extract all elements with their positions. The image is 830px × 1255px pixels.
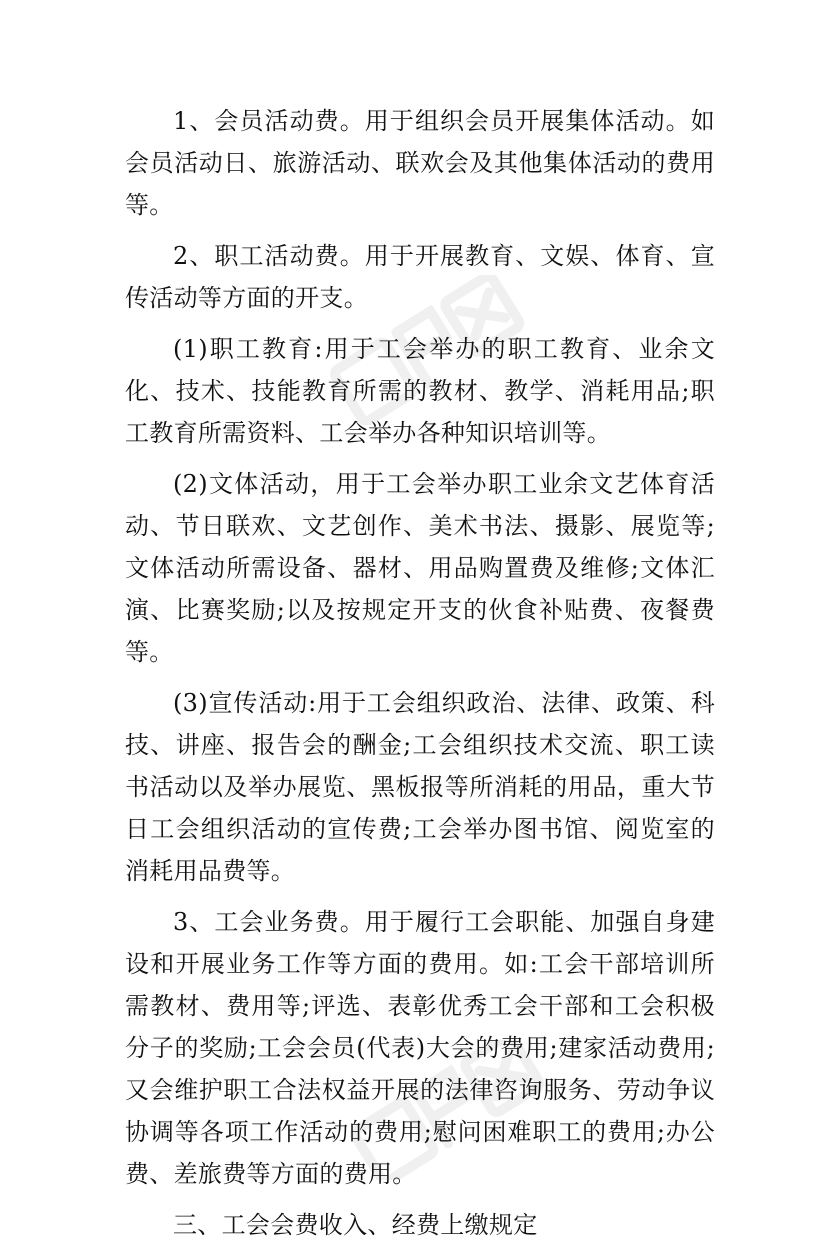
paragraph-publicity-activity: (3)宣传活动:用于工会组织政治、法律、政策、科技、讲座、报告会的酬金;工会组织技术交流、职工读书活动以及举办展览、黑板报等所消耗的用品，重大节日工会组织活动的宣传费;工会举办图书馆、阅览室的消耗用品费等。 (125, 689, 715, 885)
paragraph-cultural-sports-activity: (2)文体活动，用于工会举办职工业余文艺体育活动、节日联欢、文艺创作、美术书法、摄影、展览等;文体活动所需设备、器材、用品购置费及维修;文体汇演、比赛奖励;以及按规定开支的伙食补贴费、夜餐费等。 (125, 470, 715, 666)
paragraph-member-activity-fee: 1、会员活动费。用于组织会员开展集体活动。如会员活动日、旅游活动、联欢会及其他集体活动的费用等。 (125, 107, 715, 219)
section-heading-dues-income: 三、工会会费收入、经费上缴规定 (173, 1211, 538, 1239)
paragraph-staff-activity-fee: 2、职工活动费。用于开展教育、文娱、体育、宣传活动等方面的开支。 (125, 242, 715, 312)
paragraph-union-business-fee: 3、工会业务费。用于履行工会职能、加强自身建设和开展业务工作等方面的费用。如:工会干部培训所需教材、费用等;评选、表彰优秀工会干部和工会积极分子的奖励;工会会员(代表)大会的费用;建家活动费用;又会维护职工合法权益开展的法律咨询服务、劳动争议协调等各项工作活动的费用;慰问困难职工的费用;办公费、差旅费等方面的费用。 (125, 908, 715, 1188)
document-body (125, 100, 715, 1255)
paragraph-staff-education: (1)职工教育:用于工会举办的职工教育、业余文化、技术、技能教育所需的教材、教学、消耗用品;职工教育所需资料、工会举办各种知识培训等。 (125, 335, 715, 447)
